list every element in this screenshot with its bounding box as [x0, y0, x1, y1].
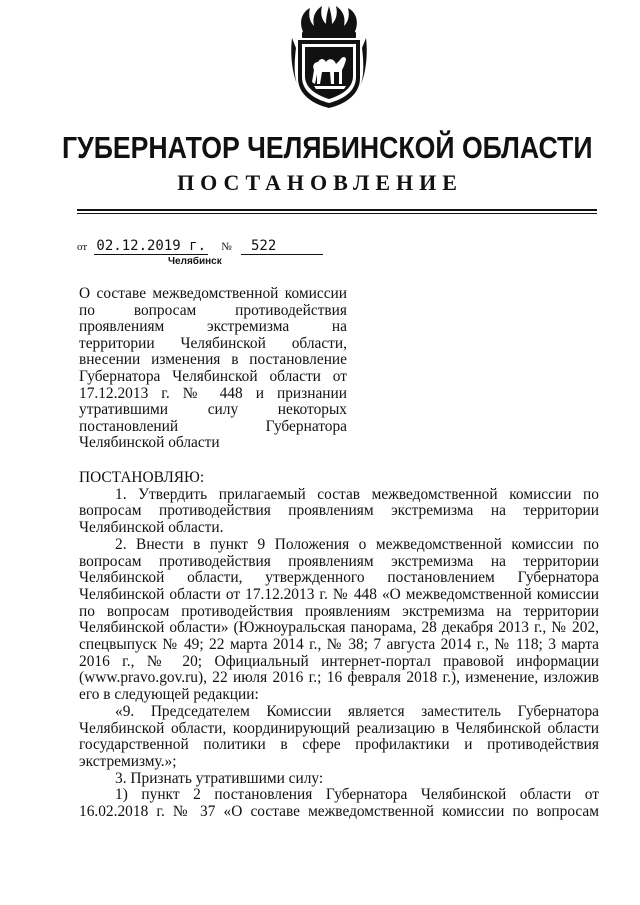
header-divider — [77, 209, 597, 211]
paragraph-2: 2. Внести в пункт 9 Положения о межведомственной комиссии по вопросам противодействия проявлениям экстремизма на территории Челябинской области, утвержденного постановлением Губернатора Челябинской области от 17.12.2013 г. № 448 «О межведомственной комиссии по вопросам противодействия проявлениям экстремизма на территории Челябинской области» (Южноуральская панорама, 28 декабря 2013 г., № 202, спецвыпуск № 49; 22 марта 2014 г., № 38; 7 августа 2014 г., № 118; 3 марта 2016 г., № 20; Официальный интернет-портал правовой информации (www.pravo.gov.ru), 22 июля 2016 г.; 16 февраля 2018 г.), изменение, изложив его в следующей редакции: — [79, 535, 599, 704]
city-name: Челябинск — [168, 256, 222, 267]
number-label: № — [221, 241, 232, 253]
document-body — [79, 470, 599, 821]
coat-of-arms-emblem — [284, 4, 374, 110]
paragraph-2-quote: «9. Председателем Комиссии является заместитель Губернатора Челябинской области, координирующий реализацию в Челябинской области государственной политики в сфере профилактики и противодействия экстремизму.»; — [79, 702, 599, 770]
document-type: ПОСТАНОВЛЕНИЕ — [177, 170, 463, 195]
date-prefix: от — [77, 241, 88, 253]
registration-line — [77, 238, 323, 258]
document-number: 522 — [241, 238, 323, 255]
chelyabinsk-coat-of-arms-icon — [284, 4, 374, 110]
paragraph-3: 3. Признать утратившими силу: — [115, 769, 324, 787]
authority-title: ГУБЕРНАТОР ЧЕЛЯБИНСКОЙ ОБЛАСТИ — [62, 130, 593, 165]
paragraph-3-item-1: 1) пункт 2 постановления Губернатора Челябинской области от 16.02.2018 г. № 37 «О составе межведомственной комиссии по вопросам — [79, 786, 599, 821]
document-date: 02.12.2019 г. — [96, 238, 206, 254]
subject-text: О составе межведомственной комиссии по вопросам противодействия проявлениям экстремизма на территории Челябинской области, внесении изменения в постановление Губернатора Челябинской области от 17.12.2013 г. № 448 и признании утратившими силу некоторых постановлений Губернатора Челябинской области — [79, 285, 347, 452]
decree-word: ПОСТАНОВЛЯЮ: — [79, 469, 205, 486]
header-divider-thin — [77, 213, 597, 214]
paragraph-1: 1. Утвердить прилагаемый состав межведомственной комиссии по вопросам противодействия проявлениям экстремизма на территории Челябинской области. — [79, 485, 599, 537]
document-subject — [79, 286, 347, 452]
